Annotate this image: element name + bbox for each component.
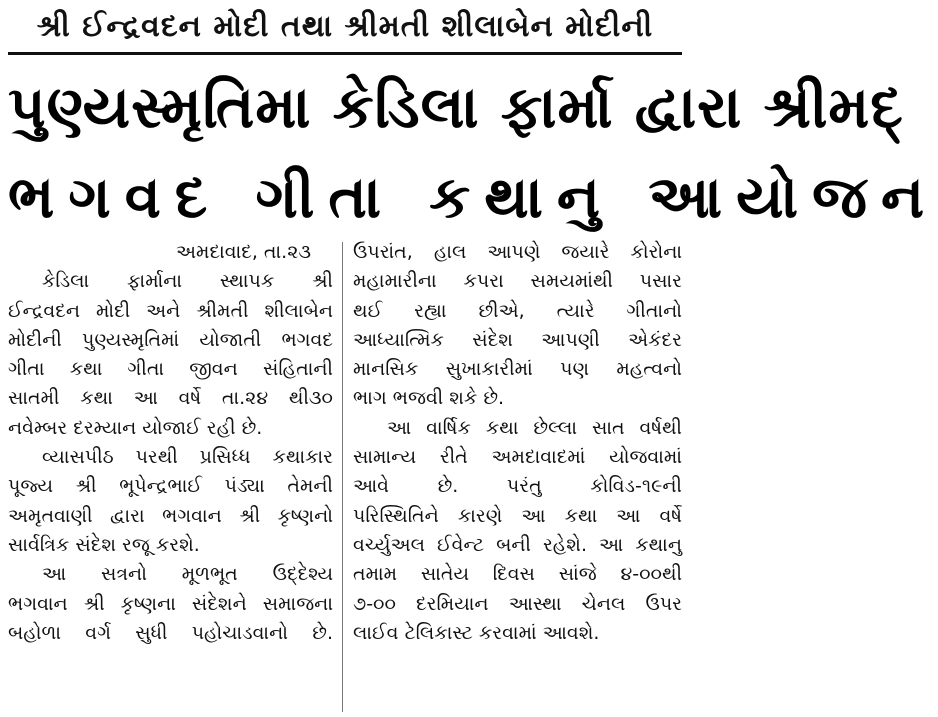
body-line: આધ્યાત્મિક સંદેશ આપણી એકંદર <box>353 328 682 351</box>
body-line: પરિસ્થિતિને કારણે આ કથા આ વર્ષે <box>353 504 682 527</box>
article-column-right <box>353 238 682 712</box>
body-line: લાઈવ ટેલિકાસ્ટ કરવામાં આવશે. <box>353 621 600 644</box>
column-divider <box>342 242 343 712</box>
body-line: ગીતા કથા ગીતા જીવન સંહિતાની <box>8 358 333 381</box>
body-line: માનસિક સુખાકારીમાં પણ મહત્વનો <box>353 358 682 381</box>
body-line: મોદીની પુણ્યસ્મૃતિમાં યોજાતી ભગવદ <box>8 328 333 351</box>
body-line: ૭-૦૦ દરમિયાન આસ્થા ચેનલ ઉપર <box>353 592 682 615</box>
body-line: ભાગ ભજવી શકે છે. <box>353 387 505 410</box>
body-line: ઈન્દ્રવદન મોદી અને શ્રીમતી શીલાબેન <box>8 299 333 322</box>
body-line: સામાન્ય રીતે અમદાવાદમાં યોજવામાં <box>353 446 682 469</box>
body-line: વ્યાસપીઠ પરથી પ્રસિધ્ધ કથાકાર <box>42 446 333 469</box>
body-line: આ સત્રનો મૂળભૂત ઉદ્દેશ્ય <box>42 563 333 586</box>
body-line: સાર્વત્રિક સંદેશ રજૂ કરશે. <box>8 533 200 556</box>
body-line: આ વાર્ષિક કથા છેલ્લા સાત વર્ષથી <box>387 416 682 439</box>
body-line: અમૃતવાણી દ્વારા ભગવાન શ્રી કૃષ્ણનો <box>8 504 333 527</box>
body-line: તમામ સાતેય દિવસ સાંજે ૪-૦૦થી <box>353 563 682 586</box>
body-line: થઈ રહ્યા છીએ, ત્યારે ગીતાનો <box>353 299 682 322</box>
dateline: અમદાવાદ, તા.૨૩ <box>176 241 312 263</box>
body-line: કેડિલા ફાર્માના સ્થાપક શ્રી <box>42 270 333 293</box>
body-line: પૂજ્ય શ્રી ભૂપેન્દ્રભાઈ પંડ્યા તેમની <box>8 475 333 498</box>
article-column-left <box>8 238 333 712</box>
body-line: બહોળા વર્ગ સુધી પહોચાડવાનો છે. <box>8 621 333 644</box>
body-line: સાતમી કથા આ વર્ષે તા.૨૪ થી૩૦ <box>8 387 333 410</box>
body-line: ભગવાન શ્રી કૃષ્ણના સંદેશને સમાજના <box>8 592 333 615</box>
body-line: મહામારીના કપરા સમયમાંથી પસાર <box>353 270 682 293</box>
body-line: વર્ચ્યુઅલ ઈવેન્ટ બની રહેશે. આ કથાનુ <box>353 533 682 556</box>
kicker-headline: શ્રી ઈન્દ્રવદન મોદી તથા શ્રીમતી શીલાબેન મોદીની <box>8 6 682 55</box>
body-line: ઉપરાંત, હાલ આપણે જયારે કોરોના <box>353 241 682 263</box>
main-headline-line-1: પુણ્યસ્મૃતિમા કેડિલા ફાર્મા દ્વારા શ્રીમદ્ <box>8 73 904 141</box>
body-line: આવે છે. પરંતુ કોવિડ-૧૯ની <box>353 475 682 498</box>
main-headline-line-2: ભગવદ ગીતા કથાનુ આયોજન <box>8 163 938 231</box>
body-line: નવેમ્બર દરમ્યાન યોજાઈ રહી છે. <box>8 416 263 439</box>
